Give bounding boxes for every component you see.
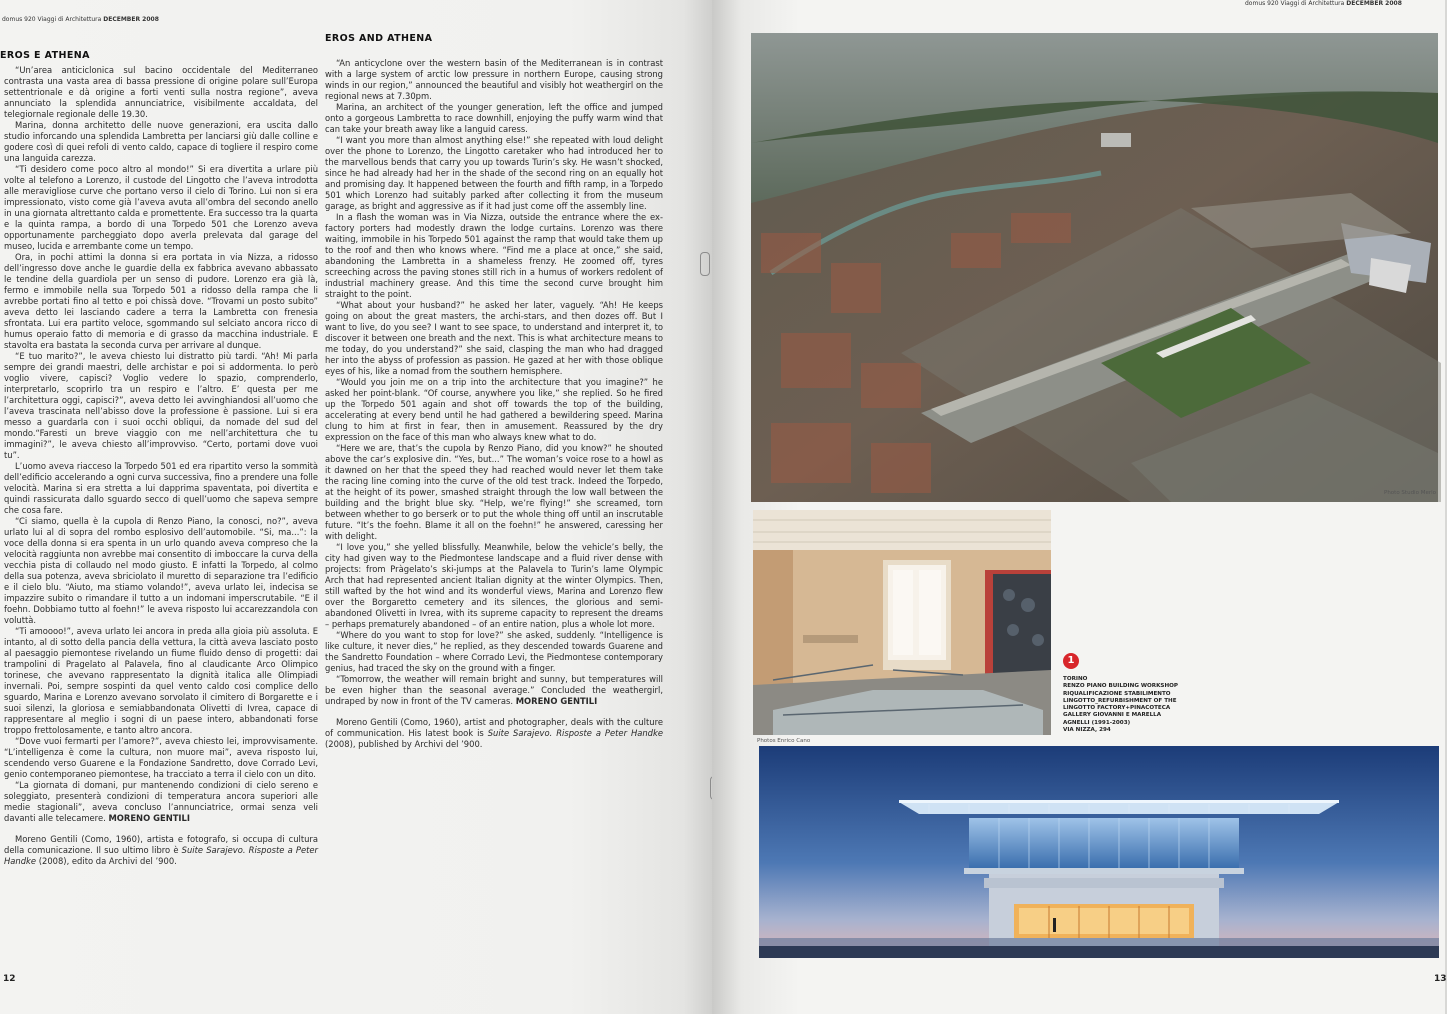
caption-number-badge: 1 bbox=[1063, 653, 1079, 669]
left-page-number: 12 bbox=[3, 974, 16, 984]
photo-credit-aerial: Photo Studio Merlo bbox=[1384, 490, 1436, 496]
staple-top bbox=[700, 252, 710, 276]
paragraph: “I want you more than almost anything else!” she repeated with loud delight over the phone to Lorenzo, the Lingotto caretaker who had introduced her to the marvellous bends that carry you up towards Turin’s sky. He wasn’t shocked, since he had already had her in the shade of the second ring on an equally hot and promising day. It happened between the fourth and fifth ramp, in a Torpedo 501 which Lorenzo had suitably parked after collecting it from the museum garage, as bright and aggressive as if it had just come off the assembly line. bbox=[325, 135, 663, 211]
caption-line: TORINO bbox=[1063, 676, 1088, 682]
photo-credit-interior: Photos Enrico Cano bbox=[757, 738, 811, 744]
author-bio bbox=[325, 717, 663, 750]
project-caption bbox=[1063, 676, 1193, 734]
paragraph: “An anticyclone over the western basin of the Mediterranean is in contrast with a large system of arctic low pressure in northern Europe, causing strong winds in our region,” announced the beautiful and visibly hot weathergirl on the regional news at 7.30pm. bbox=[325, 58, 663, 101]
caption-line: GALLERY GIOVANNI E MARELLA bbox=[1063, 712, 1162, 719]
paragraph: “Here we are, that’s the cupola by Renzo Piano, did you know?” he shouted above the car’s explosive din. “Yes, but...” The woman’s voice rose to a howl as it dawned on her that the speed they had reached would never let them take the racing line coming into the curve of the old test track. Indeed the Torpedo, at the height of its power, smashed straight through the low wall between the building and the bright blue sky. “Help, we’re flying!” she screamed, torn between whether to go berserk or to put the whole thing off until an inscrutable future. “It’s the foehn. Blame it all on the foehn!” he answered, caressing her with delight. bbox=[325, 443, 663, 541]
caption-line: RENZO PIANO BUILDING WORKSHOP bbox=[1063, 683, 1178, 690]
bio-text: (2008), published by Archivi del ’900. bbox=[325, 739, 483, 749]
paragraph: “Where do you want to stop for love?” she asked, suddenly. “Intelligence is like culture, it never dies,” he replied, as they descended towards Guarene and the Sandretto Foundation – where Corrado Levi, the Piedmontese contemporary genius, had traced the sky on the ground with a finger. bbox=[325, 630, 663, 673]
right-page-number: 13 bbox=[1434, 974, 1447, 984]
bio-book-title: Suite Sarajevo. Risposte a Peter Handke bbox=[4, 845, 318, 866]
left-running-header: domus 920 Viaggi di Architettura DECEMBER 2008 bbox=[2, 16, 159, 23]
author-bio bbox=[4, 834, 318, 867]
caption-line: VIA NIZZA, 294 bbox=[1063, 727, 1111, 734]
aerial-photo-graphic bbox=[751, 33, 1438, 502]
bio-text: (2008), edito da Archivi del ’900. bbox=[36, 856, 177, 866]
paragraph: “Ti amoooo!”, aveva urlato lei ancora in preda alla gioia più assoluta. E intanto, al di sotto della pancia della vettura, la città aveva lasciato posto al paesaggio piemontese rivelando un fiume fluido denso di progetti: dai trampolini di Pragelato al Palavela, fino al claudicante Arco Olimpico torinese, che avevano rappresentato la dignità italica alle Olimpiadi invernali. Poi, sempre sospinti da quel vento caldo cosi complice dello sguardo, Marina e Lorenzo avevano sorvolato il cimitero di Borgarette e i suoi silenzi, la gloriosa e semiabbandonata Olivetti di Ivrea, capace di rappresentare al meglio i sogni di un paese intero, abbandonati forse troppo frettolosamente, e tanto altro ancora. bbox=[4, 626, 318, 735]
right-page bbox=[712, 0, 1445, 1014]
dusk-photo-graphic bbox=[759, 746, 1439, 958]
paragraph: “Dove vuoi fermarti per l’amore?”, aveva chiesto lei, improvvisamente. “L’intelligenza è come la cultura, non muore mai”, aveva risposto lui, scendendo verso Guarene e la Fondazione Sandretto, dove Corrado Levi, genio contemporaneo piemontese, ha tracciato a terra il cielo con un dito. bbox=[4, 736, 318, 779]
caption-line: RIQUALIFICAZIONE STABILIMENTO bbox=[1063, 690, 1171, 697]
paragraph: “La giornata di domani, pur mantenendo condizioni di cielo sereno e soleggiato, presenterà condizioni di temperatura ancora superiori alle medie stagionali”, aveva concluso l’annunciatrice, ormai senza veli davanti alle telecamere. MORENO GENTILI bbox=[4, 780, 318, 823]
paragraph: “What about your husband?” he asked her later, vaguely. “Ah! He keeps going on about the great masters, the archi-stars, and then dozes off. But I want to live, do you see? I want to see space, to understand and interpret it, to discover it between one breath and the next. This is what architecture means to me today, do you understand?” she said, clasping the man who had dragged her into the abyss of profession as passion. He gazed at her with those oblique eyes of his, like a nomad from the southern hemisphere. bbox=[325, 300, 663, 376]
paragraph: “I love you,” she yelled blissfully. Meanwhile, below the vehicle’s belly, the city had given way to the Piedmontese landscape and a fluid river dense with projects: from Pràgelato’s ski-jumps at the Palavela to Turin’s lame Olympic Arch that had represented ancient Italian dignity at the winter Olympics. Then, still wafted by the hot wind and its wonderful views, Marina and Lorenzo flew over the Borgaretto cemetery and its silences, the glorious and semi-abandoned Olivetti in Ivrea, with its supreme capacity to represent the dreams – perhaps prematurely abandoned – of an entire nation, plus a whole lot more. bbox=[325, 542, 663, 629]
bio-text: Moreno Gentili (Como, 1960), artist and photographer, deals with the culture of communication. His latest book is bbox=[325, 717, 663, 738]
paragraph: “Ti desidero come poco altro al mondo!” Si era divertita a urlare più volte al telefono a Lorenzo, il custode del Lingotto che l’aveva introdotta alle meravigliose curve che portano verso il cielo di Torino. Lui non si era impressionato, visto come già l’aveva avuta all’ombra del secondo anello in una giornata altrettanto calda e promettente. Era successo tra la quarta e la quinta rampa, a bordo di una Torpedo 501 che Lorenzo aveva opportunamente parcheggiato dopo averla prelevata dal garage del museo, lucida e arrembante come un tempo. bbox=[4, 164, 318, 251]
paragraph: “Tomorrow, the weather will remain bright and sunny, but temperatures will be even higher than the seasonal average.” Concluded the weathergirl, undraped by now in front of the TV cameras. MORENO GENTILI bbox=[325, 674, 663, 706]
paragraph: Ora, in pochi attimi la donna si era portata in via Nizza, a ridosso dell’ingresso dove anche le guardie della ex fabbrica avevano abbassato le tendine della guardiola per un senso di pudore. Lorenzo era già là, fermo e immobile nella sua Torpedo 501 a ridosso della rampa che li avrebbe portati fino al tetto e poi chissà dove. “Trovami un posto subito” aveva detto lei lasciando cadere a terra la Lambretta con frenesia sfrontata. Lui era partito veloce, sgommando sul selciato ancora ricco di humus operaio fatto di memoria e di grasso da macchina industriale. E stavolta era bastata la seconda curva per arrivare al dunque. bbox=[4, 252, 318, 350]
paragraph: “E tuo marito?”, le aveva chiesto lui distratto più tardi. “Ah! Mi parla sempre dei grandi maestri, delle archistar e poi si addormenta. Io però voglio vivere, capisci? Voglio vedere lo spazio, comprenderlo, interpretarlo, scoprirlo tra un respiro e l’altro. E’ questa per me l’architettura oggi, capisci?”, aveva detto lei avvinghiandosi all’uomo che l’aveva trascinata nell’abisso dove la professione è passione. Lui si era messo a guardarla con i suoi occhi obliqui, da nomade del sud del mondo.“Faresti un breve viaggio con me nell’architettura che tu immagini?”, le aveva chiesto all’improvviso. “Certo, portami dove vuoi tu”. bbox=[4, 351, 318, 460]
english-text-column bbox=[325, 58, 663, 770]
paragraph: Marina, donna architetto delle nuove generazioni, era uscita dallo studio inforcando una splendida Lambretta per lanciarsi giù dalle colline e godere così di quei refoli di vento caldo, capace di togliere il respiro come una languida carezza. bbox=[4, 120, 318, 163]
caption-line: AGNELLI (1991-2003) bbox=[1063, 719, 1131, 726]
bio-book-title: Suite Sarajevo. Risposte a Peter Handke bbox=[487, 728, 663, 738]
caption-line: LINGOTTO_REFURBISHMENT OF THE bbox=[1063, 697, 1177, 704]
paragraph: In a flash the woman was in Via Nizza, outside the entrance where the ex-factory porters had modestly drawn the lodge curtains. Lorenzo was there waiting, immobile in his Torpedo 501 against the ramp that would take them up to the roof and then who knows where. “Find me a place at once,” she said, abandoning the Lambretta in a shameless frenzy. He zoomed off, tyres screeching across the paving stones still rich in a humus of workers redolent of industrial machinery grease. And this time the second curve brought him straight to the point. bbox=[325, 212, 663, 299]
interior-photo-graphic bbox=[753, 510, 1051, 735]
interior-photo-pinacoteca bbox=[753, 510, 1051, 735]
author-signature: MORENO GENTILI bbox=[108, 813, 190, 823]
english-title: EROS AND ATHENA bbox=[325, 33, 433, 44]
paragraph: “Ci siamo, quella è la cupola di Renzo Piano, la conosci, no?”, aveva urlato lui al di sopra del rombo esplosivo dell’automobile. “Si, ma...”: la voce della donna si era spenta in un urlo quando aveva compreso che la velocità raggiunta non avrebbe mai consentito di imboccare la curva della vecchia pista di collaudo nel modo giusto. E infatti la Torpedo, al colmo della sua potenza, aveva sbriciolato il muretto di separazione tra l’edificio e il cielo blu. “Aiuto, ma stiamo volando!”, aveva urlato lei, indecisa se impazzire subito o rimandare il tutto a un indomani imperscrutabile. “E il foehn. Dobbiamo tutto al foehn!” le aveva risposto lui accarezzandola con voluttà. bbox=[4, 516, 318, 625]
paragraph: “Would you join me on a trip into the architecture that you imagine?” he asked her point-blank. “Of course, anywhere you like,” she replied. So he fired up the Torpedo 501 again and shot off towards the top of the building, accelerating at every bend until he had gathered a bewildering speed. Marina clung to him at first in fear, then in amusement. Reassured by the dry expression on the face of this man who always knew what to do. bbox=[325, 377, 663, 442]
paragraph: “Un’area anticiclonica sul bacino occidentale del Mediterraneo contrasta una vasta area di bassa pressione di origine polare sull’Europa settentrionale e dà origine a forti venti sulla nostra regione”, aveva annunciato la splendida annunciatrice, visibilmente accaldata, del telegiornale regionale delle 19.30. bbox=[4, 65, 318, 119]
left-page bbox=[0, 0, 712, 1014]
right-running-header: domus 920 Viaggi di Architettura DECEMBER 2008 bbox=[1245, 0, 1402, 7]
paragraph: Marina, an architect of the younger generation, left the office and jumped onto a gorgeous Lambretta to race downhill, enjoying the puffy warm wind that can take your breath away like a languid caress. bbox=[325, 102, 663, 134]
dusk-photo-scrigno bbox=[759, 746, 1439, 958]
aerial-photo-lingotto bbox=[751, 33, 1438, 502]
italian-text-column bbox=[4, 65, 318, 866]
author-signature: MORENO GENTILI bbox=[515, 696, 598, 706]
italian-title: EROS E ATHENA bbox=[0, 50, 90, 61]
bio-text: Moreno Gentili (Como, 1960), artista e fotografo, si occupa di cultura della comunicazione. Il suo ultimo libro è bbox=[4, 834, 318, 855]
paragraph: L’uomo aveva riacceso la Torpedo 501 ed era ripartito verso la sommità dell’edificio accelerando a ogni curva successiva, fino a prendere una folle velocità. Marina si era stretta a lui dapprima spaventata, poi divertita e quindi rassicurata dallo sguardo secco di quell’uomo che sapeva sempre che cosa fare. bbox=[4, 461, 318, 515]
caption-line: LINGOTTO FACTORY+PINACOTECA bbox=[1063, 705, 1171, 712]
